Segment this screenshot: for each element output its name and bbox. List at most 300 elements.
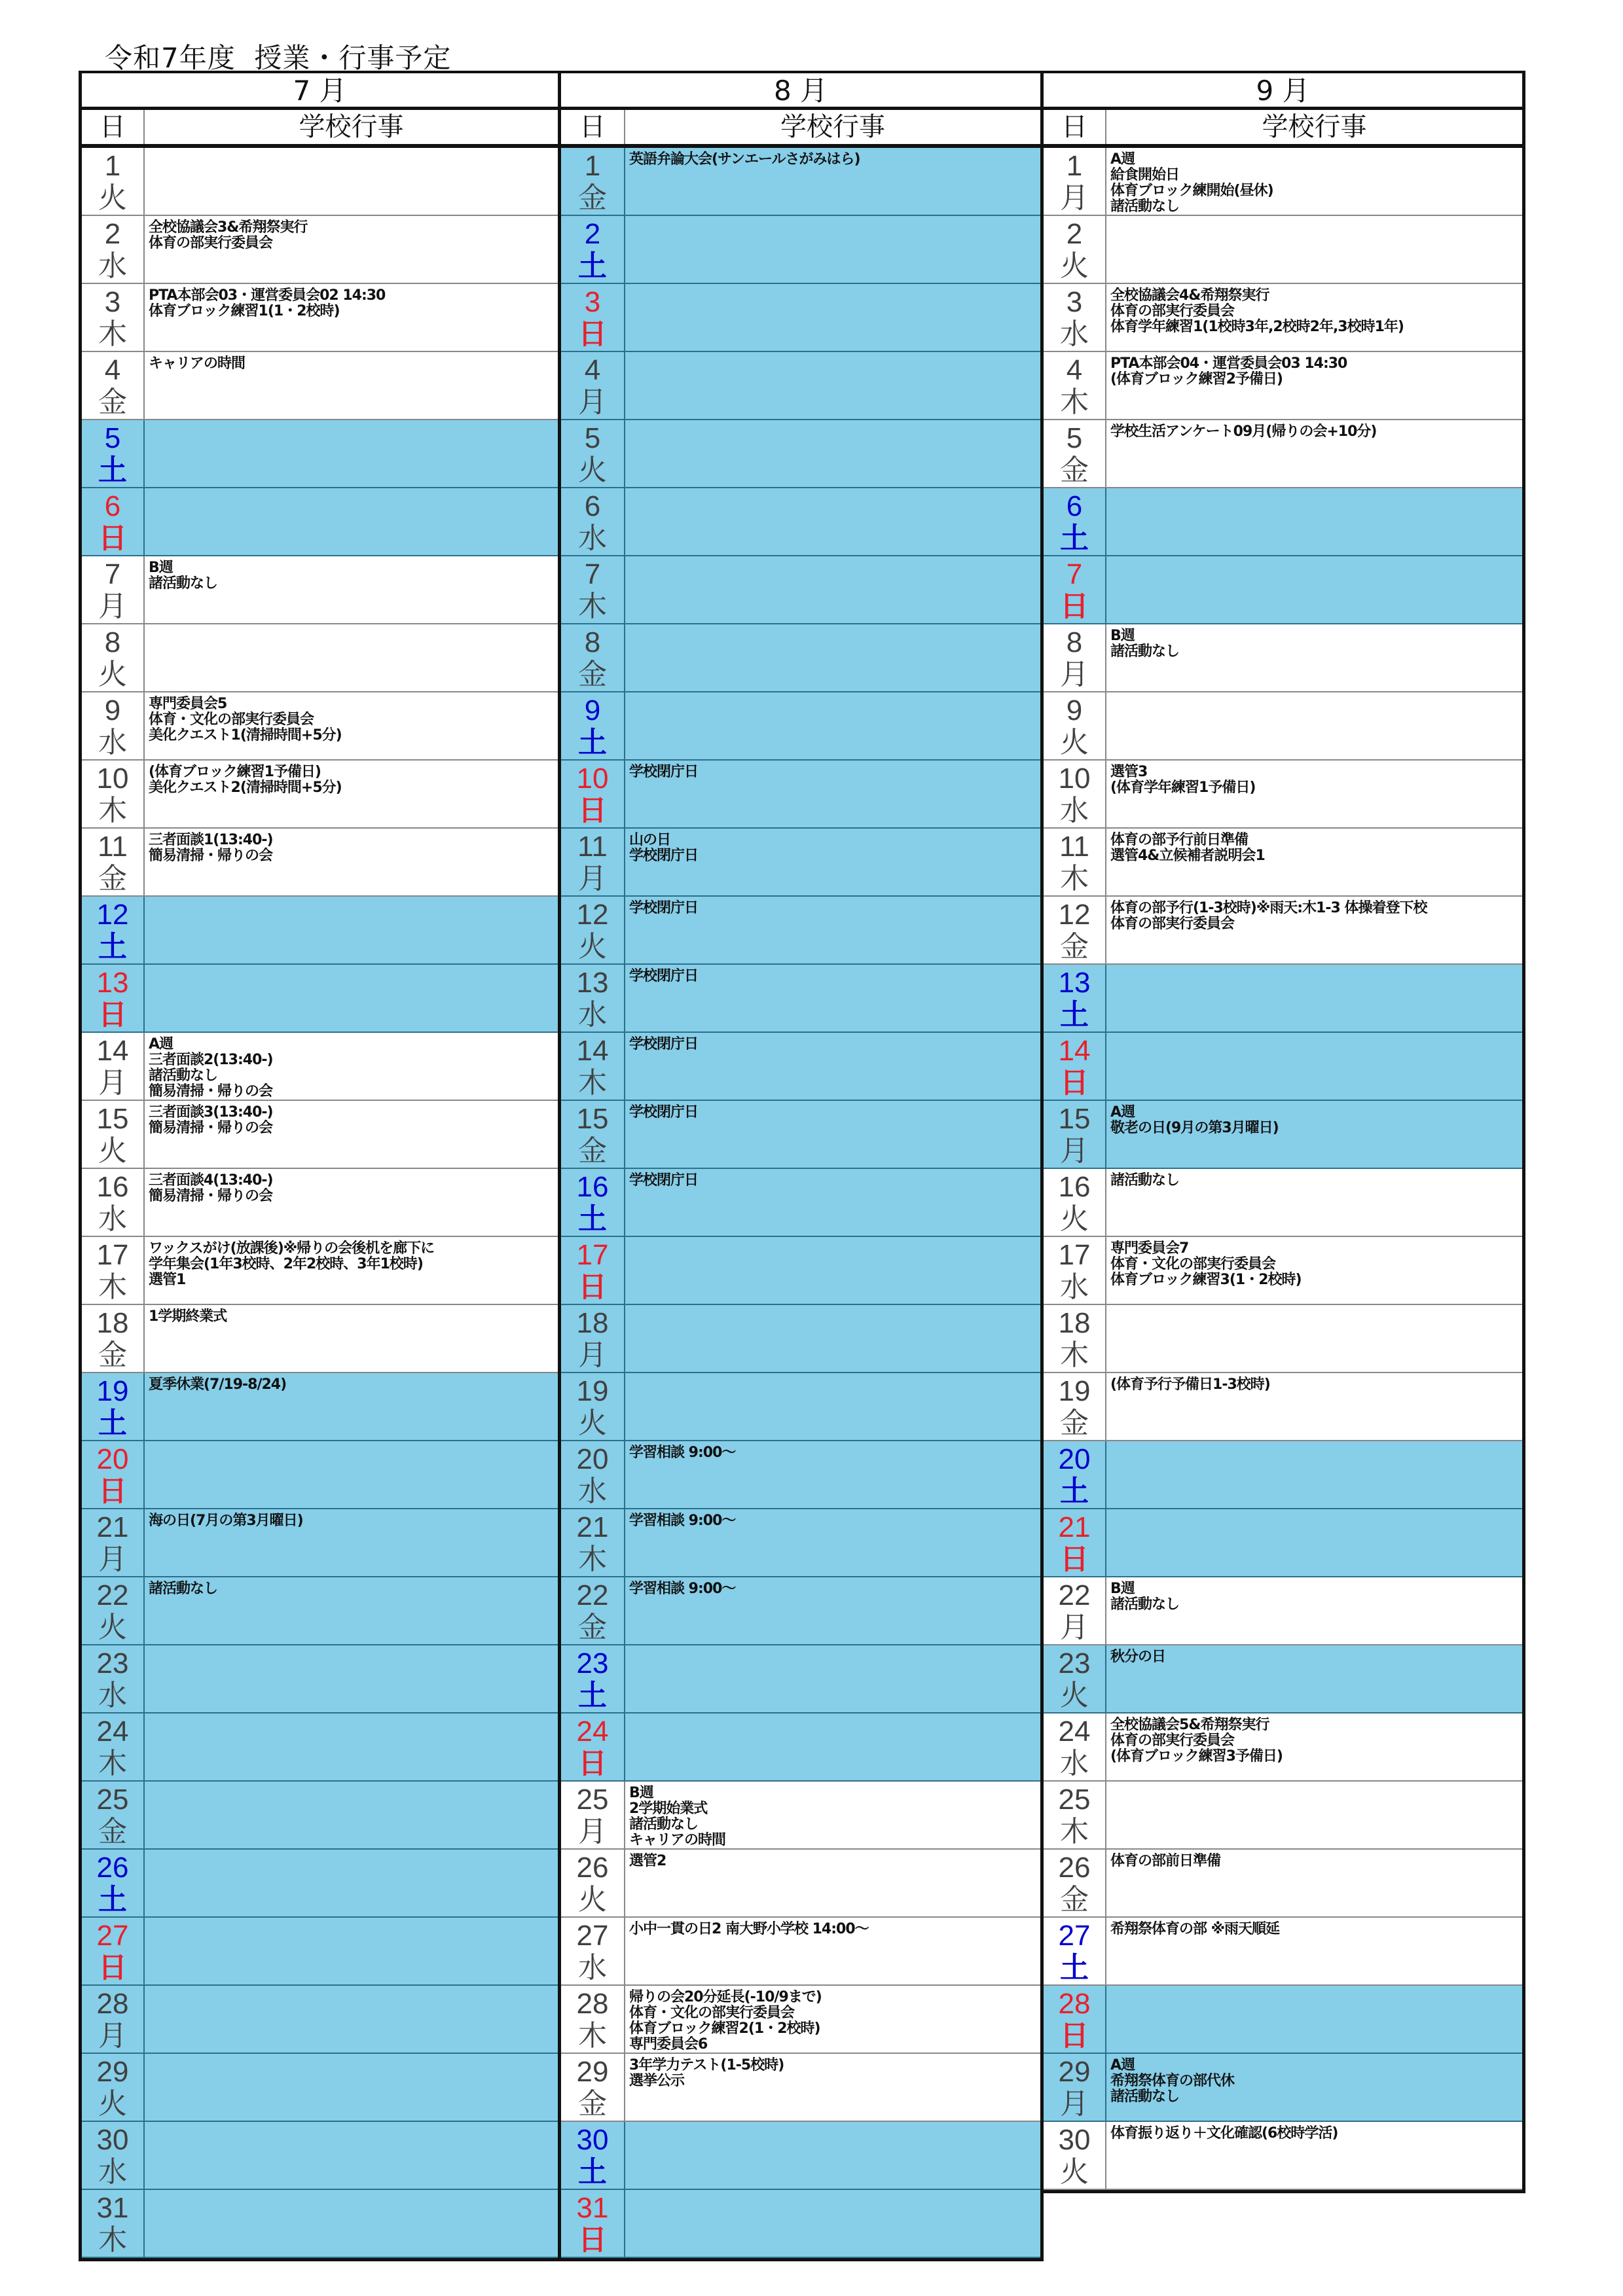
date-cell	[82, 1305, 145, 1372]
weekday: 水	[578, 998, 607, 1031]
event-line: 体育ブロック練習1(1・2校時)	[149, 303, 340, 319]
event-line: 1学期終業式	[149, 1308, 227, 1325]
weekday: 土	[1060, 1475, 1089, 1508]
event-cell	[145, 1918, 558, 1984]
day-row	[561, 897, 1040, 965]
day-row	[82, 2054, 558, 2122]
weekday: 日	[98, 1475, 127, 1508]
day-row	[1044, 624, 1522, 692]
day-number: 3	[584, 286, 601, 318]
event-line: 小中一貫の日2 南大野小学校 14:00～	[629, 1921, 869, 1937]
event-cell	[625, 216, 1040, 283]
date-cell	[82, 692, 145, 759]
event-line: 体育学年練習1(1校時3年,2校時2年,3校時1年)	[1110, 319, 1404, 335]
event-cell	[625, 556, 1040, 623]
day-number: 26	[1058, 1852, 1091, 1884]
weekday: 木	[98, 1747, 127, 1780]
event-cell	[625, 1850, 1040, 1916]
weekday: 木	[578, 590, 607, 623]
event-line: 希翔祭体育の部 ※雨天順延	[1110, 1921, 1280, 1937]
day-row	[561, 1373, 1040, 1441]
day-number: 12	[96, 899, 129, 931]
date-cell	[561, 216, 625, 283]
month-september	[1040, 71, 1525, 2193]
event-cell	[1106, 624, 1522, 691]
date-cell	[1044, 1373, 1106, 1440]
date-cell	[561, 1373, 625, 1440]
date-cell	[82, 2190, 145, 2257]
date-cell	[82, 1577, 145, 1644]
events-column-header: 学校行事	[1262, 112, 1367, 142]
day-column-header: 日	[1044, 110, 1106, 144]
day-number: 10	[96, 762, 129, 795]
date-cell	[561, 1441, 625, 1508]
day-number: 6	[104, 490, 121, 522]
event-cell	[1106, 1033, 1522, 1100]
day-row	[561, 965, 1040, 1033]
event-cell	[1106, 1169, 1522, 1236]
weekday: 火	[1060, 249, 1089, 283]
weekday: 月	[1060, 181, 1089, 215]
weekday: 水	[1060, 317, 1089, 351]
date-cell	[561, 1305, 625, 1372]
event-cell	[145, 420, 558, 487]
weekday: 金	[578, 1134, 607, 1168]
events-column-header: 学校行事	[299, 112, 404, 142]
date-cell	[1044, 148, 1106, 215]
day-number: 25	[576, 1784, 609, 1816]
weekday: 水	[1060, 1747, 1089, 1780]
event-line: 学習相談 9:00～	[629, 1444, 736, 1461]
weekday: 土	[1060, 1951, 1089, 1984]
event-cell	[625, 1441, 1040, 1508]
weekday: 木	[98, 317, 127, 351]
weekday: 水	[578, 522, 607, 555]
weekday: 日	[578, 1747, 607, 1780]
event-cell	[1106, 1305, 1522, 1372]
event-cell	[1106, 1441, 1522, 1508]
day-row	[1044, 1782, 1522, 1850]
day-row	[561, 1782, 1040, 1850]
weekday: 月	[1060, 1134, 1089, 1168]
weekday: 日	[1060, 2019, 1089, 2053]
day-number: 27	[576, 1920, 609, 1952]
date-cell	[1044, 1577, 1106, 1644]
day-row	[561, 1850, 1040, 1918]
event-cell	[1106, 148, 1522, 215]
date-cell	[1044, 420, 1106, 487]
day-number: 16	[96, 1171, 129, 1203]
day-row	[1044, 692, 1522, 761]
day-row	[1044, 1918, 1522, 1986]
day-row	[82, 1986, 558, 2054]
date-cell	[82, 1169, 145, 1236]
date-cell	[82, 148, 145, 215]
weekday: 木	[98, 1270, 127, 1304]
weekday: 水	[1060, 1270, 1089, 1304]
day-number: 12	[576, 899, 609, 931]
event-line: B週	[149, 560, 173, 576]
day-row	[561, 2054, 1040, 2122]
weekday: 月	[1060, 1611, 1089, 1644]
day-number: 18	[576, 1307, 609, 1339]
day-row	[82, 1850, 558, 1918]
event-line: 3年学力テスト(1-5校時)	[629, 2057, 784, 2073]
day-number: 8	[1066, 626, 1083, 658]
weekday: 水	[578, 1475, 607, 1508]
date-cell	[561, 1713, 625, 1780]
weekday: 火	[1060, 1679, 1089, 1712]
column-header-row	[82, 110, 558, 148]
events-column-header: 学校行事	[780, 112, 885, 142]
day-number: 24	[96, 1715, 129, 1748]
day-row	[1044, 148, 1522, 216]
date-cell	[561, 420, 625, 487]
day-number: 29	[1058, 2056, 1091, 2088]
day-number: 25	[1058, 1784, 1091, 1816]
day-row	[82, 2122, 558, 2190]
date-cell	[561, 829, 625, 895]
event-line: 英語弁論大会(サンエールさがみはら)	[629, 151, 860, 168]
event-line: 諸活動なし	[1110, 198, 1180, 215]
weekday: 水	[98, 2155, 127, 2189]
event-cell	[625, 1101, 1040, 1168]
event-cell	[1106, 761, 1522, 827]
day-number: 24	[576, 1715, 609, 1748]
event-cell	[145, 1577, 558, 1644]
event-line: 諸活動なし	[1110, 643, 1180, 660]
day-row	[561, 624, 1040, 692]
day-row	[1044, 1509, 1522, 1577]
date-cell	[561, 1850, 625, 1916]
event-cell	[145, 1713, 558, 1780]
day-number: 11	[98, 831, 128, 863]
day-number: 17	[576, 1239, 609, 1271]
date-cell	[1044, 1237, 1106, 1304]
day-row	[1044, 1305, 1522, 1373]
day-row	[82, 1441, 558, 1509]
date-cell	[82, 216, 145, 283]
weekday: 月	[98, 2019, 127, 2053]
date-cell	[561, 148, 625, 215]
event-line: A週	[149, 1036, 173, 1052]
event-line: 選管1	[149, 1272, 186, 1288]
date-cell	[561, 1918, 625, 1984]
event-line: 体育ブロック練習3(1・2校時)	[1110, 1272, 1302, 1288]
event-cell	[145, 2054, 558, 2121]
day-row	[82, 1373, 558, 1441]
event-cell	[145, 829, 558, 895]
date-cell	[561, 1169, 625, 1236]
date-cell	[561, 1782, 625, 1848]
column-header-row	[561, 110, 1040, 148]
event-line: 体育の部前日準備	[1110, 1853, 1221, 1869]
weekday: 木	[1060, 386, 1089, 419]
date-cell	[561, 488, 625, 555]
event-line: (体育予行予備日1-3校時)	[1110, 1376, 1270, 1393]
event-cell	[145, 1441, 558, 1508]
event-line: B週	[1110, 1581, 1135, 1597]
weekday: 水	[98, 726, 127, 759]
event-line: 学校閉庁日	[629, 968, 699, 984]
day-number: 22	[1058, 1579, 1091, 1611]
day-number: 30	[96, 2124, 129, 2156]
day-number: 19	[1058, 1375, 1091, 1407]
event-cell	[1106, 284, 1522, 351]
day-number: 2	[1066, 218, 1083, 250]
day-row	[82, 420, 558, 488]
day-number: 23	[576, 1647, 609, 1679]
weekday: 土	[98, 454, 127, 487]
day-number: 14	[1058, 1035, 1091, 1067]
date-cell	[1044, 761, 1106, 827]
day-row	[561, 1986, 1040, 2054]
day-row	[561, 1101, 1040, 1169]
month-august	[558, 71, 1044, 2261]
day-number: 9	[104, 694, 121, 726]
weekday: 日	[1060, 1543, 1089, 1576]
weekday: 金	[98, 386, 127, 419]
day-number: 14	[576, 1035, 609, 1067]
event-cell	[625, 1373, 1040, 1440]
event-cell	[1106, 1577, 1522, 1644]
day-row	[561, 556, 1040, 624]
event-cell	[1106, 1782, 1522, 1848]
day-row	[561, 284, 1040, 352]
day-number: 4	[584, 354, 601, 386]
day-row	[1044, 829, 1522, 897]
day-number: 9	[1066, 694, 1083, 726]
weekday: 金	[578, 181, 607, 215]
day-number: 19	[96, 1375, 129, 1407]
day-number: 14	[96, 1035, 129, 1067]
date-cell	[561, 1033, 625, 1100]
weekday: 金	[98, 1815, 127, 1848]
weekday: 土	[578, 249, 607, 283]
weekday: 金	[98, 1338, 127, 1372]
day-row	[561, 1509, 1040, 1577]
day-row	[82, 965, 558, 1033]
date-cell	[1044, 1713, 1106, 1780]
day-number: 11	[1059, 831, 1089, 863]
event-cell	[1106, 1101, 1522, 1168]
date-cell	[561, 1237, 625, 1304]
weekday: 日	[1060, 1066, 1089, 1100]
date-cell	[82, 1986, 145, 2053]
weekday: 月	[1060, 2087, 1089, 2121]
day-row	[1044, 1850, 1522, 1918]
weekday: 月	[578, 386, 607, 419]
weekday: 火	[98, 181, 127, 215]
date-cell	[561, 692, 625, 759]
event-cell	[625, 488, 1040, 555]
event-cell	[625, 2122, 1040, 2189]
event-cell	[145, 1782, 558, 1848]
event-cell	[145, 352, 558, 419]
day-row	[1044, 897, 1522, 965]
event-cell	[1106, 1986, 1522, 2053]
date-cell	[1044, 488, 1106, 555]
weekday: 土	[98, 1883, 127, 1916]
date-cell	[1044, 692, 1106, 759]
day-row	[561, 1237, 1040, 1305]
day-number: 2	[104, 218, 121, 250]
event-line: 学年集会(1年3校時、2年2校時、3年1校時)	[149, 1256, 423, 1272]
event-line: 美化クエスト1(清掃時間+5分)	[149, 727, 342, 744]
day-number: 16	[576, 1171, 609, 1203]
day-row	[1044, 556, 1522, 624]
event-line: 諸活動なし	[149, 1067, 218, 1084]
date-cell	[1044, 284, 1106, 351]
day-row	[1044, 1169, 1522, 1237]
date-cell	[1044, 2054, 1106, 2121]
day-row	[561, 1713, 1040, 1782]
day-number: 13	[1058, 967, 1091, 999]
event-line: 美化クエスト2(清掃時間+5分)	[149, 780, 342, 796]
event-cell	[145, 1373, 558, 1440]
date-cell	[82, 420, 145, 487]
weekday: 金	[578, 1611, 607, 1644]
event-line: PTA本部会03・運営委員会02 14:30	[149, 287, 386, 304]
date-cell	[82, 1373, 145, 1440]
weekday: 火	[1060, 2155, 1089, 2189]
weekday: 火	[578, 454, 607, 487]
event-line: 諸活動なし	[149, 575, 218, 592]
event-cell	[145, 148, 558, 215]
event-line: 体育・文化の部実行委員会	[1110, 1256, 1276, 1272]
event-cell	[145, 1509, 558, 1576]
day-number: 31	[576, 2192, 609, 2224]
event-line: 諸活動なし	[1110, 2089, 1180, 2105]
weekday: 日	[578, 1270, 607, 1304]
day-number: 20	[1058, 1443, 1091, 1475]
event-line: 諸活動なし	[149, 1581, 218, 1597]
day-number: 17	[1058, 1239, 1091, 1271]
day-number: 22	[576, 1579, 609, 1611]
date-cell	[561, 2190, 625, 2257]
weekday: 火	[1060, 726, 1089, 759]
day-number: 4	[1066, 354, 1083, 386]
date-cell	[82, 1782, 145, 1848]
month-label: 8 月	[561, 71, 1040, 110]
weekday: 火	[578, 1407, 607, 1440]
day-number: 19	[576, 1375, 609, 1407]
day-row	[561, 352, 1040, 420]
weekday: 日	[578, 794, 607, 827]
event-line: 選挙公示	[629, 2073, 685, 2089]
event-cell	[1106, 556, 1522, 623]
day-number: 5	[104, 422, 121, 454]
day-number: 7	[584, 558, 601, 590]
event-line: (体育ブロック練習1予備日)	[149, 764, 321, 780]
day-number: 25	[96, 1784, 129, 1816]
event-line: 秋分の日	[1110, 1649, 1166, 1665]
event-line: 夏季休業(7/19-8/24)	[149, 1376, 287, 1393]
event-cell	[625, 352, 1040, 419]
day-number: 2	[584, 218, 601, 250]
weekday: 木	[98, 794, 127, 827]
day-row	[82, 1033, 558, 1101]
day-number: 15	[576, 1103, 609, 1135]
date-cell	[561, 284, 625, 351]
weekday: 水	[1060, 794, 1089, 827]
event-cell	[145, 624, 558, 691]
event-line: 2学期始業式	[629, 1801, 708, 1817]
date-cell	[561, 1101, 625, 1168]
day-row	[82, 352, 558, 420]
event-line: 専門委員会7	[1110, 1240, 1189, 1257]
column-header-row	[1044, 110, 1522, 148]
day-row	[561, 488, 1040, 556]
month-july	[79, 71, 561, 2261]
event-line: A週	[1110, 151, 1135, 168]
date-cell	[1044, 965, 1106, 1031]
day-row	[1044, 1033, 1522, 1101]
event-line: 体育ブロック練習2(1・2校時)	[629, 2020, 820, 2037]
weekday: 木	[578, 1543, 607, 1576]
weekday: 金	[1060, 1407, 1089, 1440]
date-cell	[1044, 1850, 1106, 1916]
event-cell	[1106, 1237, 1522, 1304]
event-line: (体育学年練習1予備日)	[1110, 780, 1256, 796]
event-line: 諸活動なし	[1110, 1596, 1180, 1613]
date-cell	[1044, 352, 1106, 419]
weekday: 日	[578, 2223, 607, 2257]
day-number: 28	[576, 1988, 609, 2020]
day-number: 20	[96, 1443, 129, 1475]
date-cell	[82, 1441, 145, 1508]
event-cell	[145, 965, 558, 1031]
weekday: 木	[98, 2223, 127, 2257]
day-number: 15	[96, 1103, 129, 1135]
event-line: 体育・文化の部実行委員会	[629, 2005, 795, 2021]
day-number: 27	[96, 1920, 129, 1952]
day-number: 11	[577, 831, 608, 863]
day-row	[1044, 1373, 1522, 1441]
date-cell	[82, 556, 145, 623]
date-cell	[1044, 1033, 1106, 1100]
weekday: 水	[98, 1679, 127, 1712]
day-number: 5	[584, 422, 601, 454]
day-row	[561, 1918, 1040, 1986]
day-row	[1044, 1237, 1522, 1305]
event-line: 諸活動なし	[1110, 1172, 1180, 1189]
date-cell	[1044, 1305, 1106, 1372]
event-line: (体育ブロック練習2予備日)	[1110, 371, 1283, 387]
weekday: 月	[98, 1543, 127, 1576]
weekday: 火	[1060, 1202, 1089, 1236]
day-row	[1044, 488, 1522, 556]
day-row	[1044, 1577, 1522, 1645]
day-number: 28	[1058, 1988, 1091, 2020]
date-cell	[82, 1850, 145, 1916]
event-cell	[145, 1305, 558, 1372]
weekday: 火	[578, 1883, 607, 1916]
day-row	[561, 1645, 1040, 1713]
date-cell	[82, 829, 145, 895]
date-cell	[561, 1509, 625, 1576]
event-cell	[1106, 829, 1522, 895]
event-cell	[1106, 1645, 1522, 1712]
day-row	[561, 829, 1040, 897]
date-cell	[561, 556, 625, 623]
day-row	[561, 1577, 1040, 1645]
weekday: 火	[98, 658, 127, 691]
date-cell	[1044, 1918, 1106, 1984]
event-line: PTA本部会04・運営委員会03 14:30	[1110, 355, 1347, 372]
day-number: 1	[1066, 150, 1083, 182]
day-row	[561, 692, 1040, 761]
